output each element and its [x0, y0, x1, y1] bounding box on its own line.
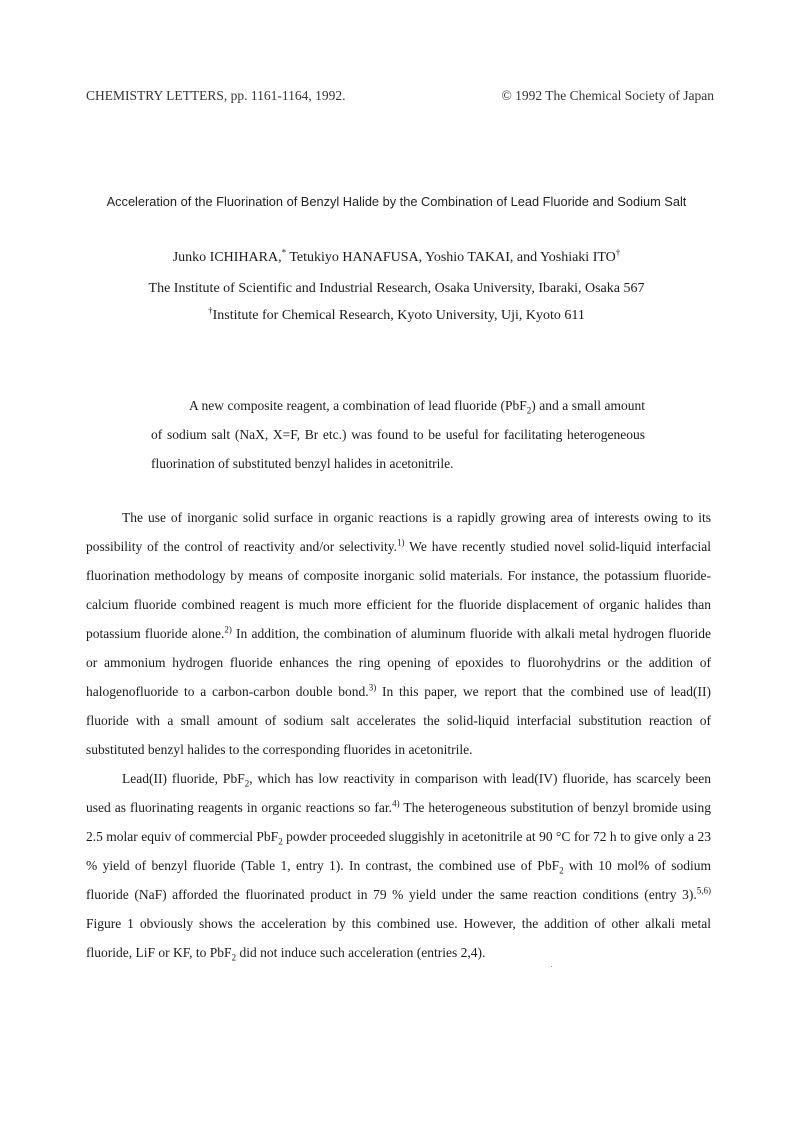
- subscript: 2: [231, 952, 237, 963]
- subscript: 2: [559, 865, 564, 876]
- text-run: Figure 1 obviously shows the acceleration by this combined use. However, the addition of other alkali metal fluoride, LiF or KF, to PbF: [86, 916, 711, 960]
- paragraph-1: [86, 503, 711, 764]
- subscript: 2: [526, 405, 532, 416]
- text-run: The heterogeneous substitution of benzyl bromide using 2.5 molar equiv of commercial PbF: [86, 800, 711, 844]
- dagger-mark: †: [208, 305, 213, 316]
- copyright-notice: © 1992 The Chemical Society of Japan: [501, 88, 714, 103]
- text-run: did not induce such acceleration (entries 2,4).: [236, 945, 486, 960]
- text-run: powder proceeded sluggishly in acetonitrile at 90 °C for 72 h to give only a 23 % yield of benzyl fluoride (Table 1, entry 1). In contrast, the combined use of PbF: [86, 829, 711, 873]
- journal-citation: CHEMISTRY LETTERS, pp. 1161-1164, 1992.: [86, 88, 346, 103]
- text-run: Lead(II) fluoride, PbF: [122, 771, 245, 786]
- reference-mark: 4): [392, 798, 400, 809]
- affiliation-2-text: Institute for Chemical Research, Kyoto University, Uji, Kyoto 611: [212, 308, 585, 323]
- dagger-mark: †: [615, 247, 621, 258]
- affiliation-1: The Institute of Scientific and Industrial Research, Osaka University, Ibaraki, Osaka 567: [148, 281, 645, 296]
- reference-mark: 2): [224, 624, 232, 635]
- article-title: Acceleration of the Fluorination of Benzyl Halide by the Combination of Lead Fluoride and Sodium Salt: [106, 194, 687, 209]
- reference-mark: 5,6): [696, 885, 711, 896]
- text-run: , which has low reactivity in comparison with lead(IV) fluoride, has scarcely been used as fluorinating reagents in organic reactions so far.: [86, 771, 711, 815]
- text-run: ) and a small amount of sodium salt (NaX, X=F, Br etc.) was found to be useful for facilitating heterogeneous fluorination of substituted benzyl halides in acetonitrile.: [151, 398, 645, 471]
- body-text: [86, 503, 711, 967]
- reference-mark: 1): [397, 537, 405, 548]
- text-run: In this paper, we report that the combined use of lead(II) fluoride with a small amount of sodium salt accelerates the solid-liquid interfacial substitution reaction of substituted benzyl halides to the corresponding fluorides in acetonitrile.: [86, 684, 711, 757]
- corresponding-mark: *: [281, 247, 287, 258]
- text-run: In addition, the combination of aluminum fluoride with alkali metal hydrogen fluoride or ammonium hydrogen fluoride enhances the ring opening of epoxides to fluorohydrins or the addition of halogenofluoride to a carbon-carbon double bond.: [86, 626, 711, 699]
- subscript: 2: [244, 778, 250, 789]
- author-list: [0, 247, 793, 266]
- text-run: A new composite reagent, a combination of lead fluoride (PbF: [189, 398, 527, 413]
- affiliation-2: [0, 305, 793, 324]
- paragraph-2: [86, 764, 711, 967]
- reference-mark: 3): [368, 682, 377, 693]
- subscript: 2: [278, 836, 283, 847]
- text-run: with 10 mol% of sodium fluoride (NaF) afforded the fluorinated product in 79 % yield under the same reaction conditions (entry 3).: [86, 858, 711, 902]
- text-run: The use of inorganic solid surface in organic reactions is a rapidly growing area of interests owing to its possibility of the control of reactivity and/or selectivity.: [86, 510, 711, 554]
- scan-speck: [551, 966, 552, 967]
- author-1: Junko ICHIHARA,: [172, 250, 282, 265]
- abstract: [151, 391, 645, 478]
- text-run: We have recently studied novel solid-liquid interfacial fluorination methodology by means of composite inorganic solid materials. For instance, the potassium fluoride-calcium fluoride combined reagent is much more efficient for the fluoride displacement of organic halides than potassium fluoride alone.: [86, 539, 711, 641]
- other-authors: Tetukiyo HANAFUSA, Yoshio TAKAI, and Yoshiaki ITO: [286, 250, 616, 265]
- abstract-text: [151, 391, 645, 478]
- page-header: [86, 88, 714, 104]
